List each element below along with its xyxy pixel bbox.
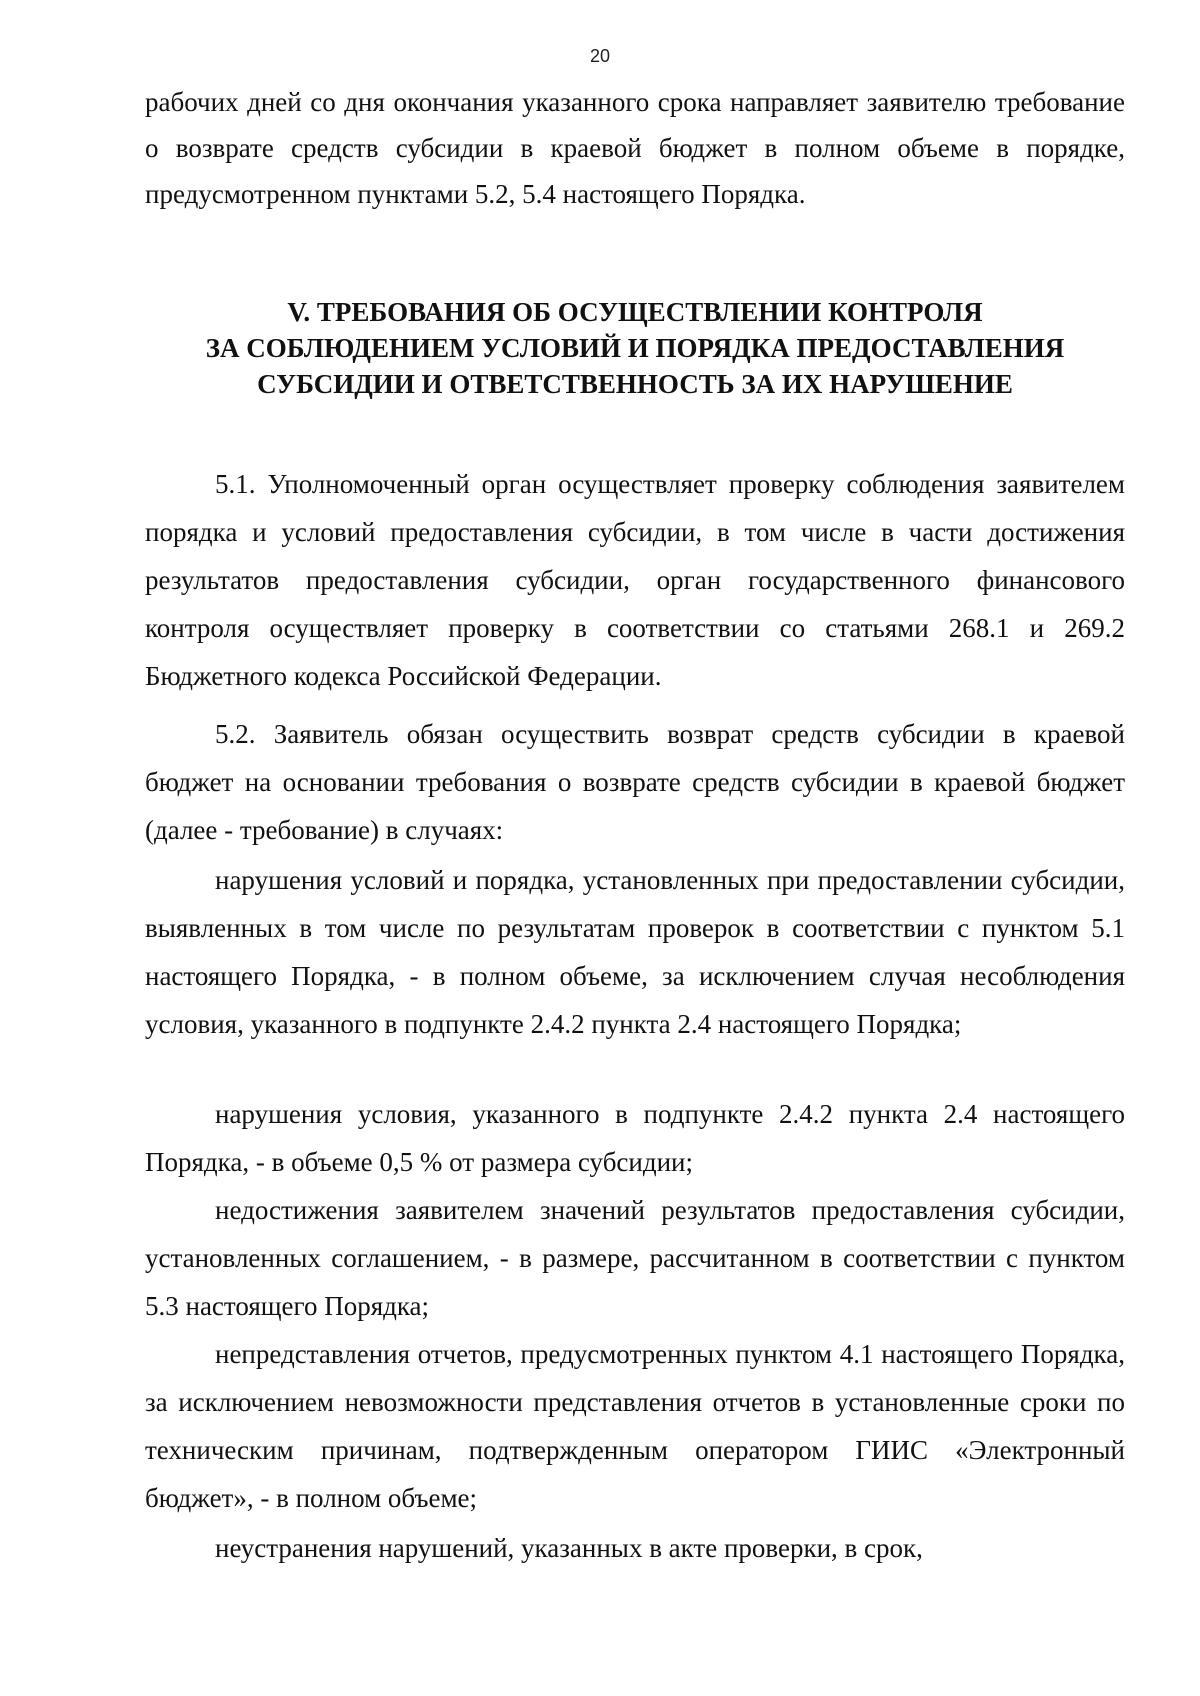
paragraph-5-1-block [145,460,1125,700]
list-item: недостижения заявителем значений результатов предоставления субсидии, установленных соглашением, - в размере, рассчитанном в соответствии с пунктом 5.3 настоящего Порядка; [145,1195,1125,1321]
case-5-block [145,1524,1125,1572]
paragraph-5-2-block [145,710,1125,854]
list-item: непредставления отчетов, предусмотренных пунктом 4.1 настоящего Порядка, за исключением невозможности представления отчетов в установленные сроки по техническим причинам, подтвержденным оператором ГИИС «Электронный бюджет», - в полном объеме; [145,1339,1125,1513]
paragraph-5-2: 5.2. Заявитель обязан осуществить возврат средств субсидии в краевой бюджет на основании требования о возврате средств субсидии в краевой бюджет (далее - требование) в случаях: [145,719,1125,845]
case-1-block [145,856,1125,1048]
case-2-block [145,1090,1125,1186]
list-item: нарушения условия, указанного в подпункте 2.4.2 пункта 2.4 настоящего Порядка, - в объеме 0,5 % от размера субсидии; [145,1099,1125,1177]
section-title [145,294,1125,402]
case-3-block [145,1186,1125,1330]
list-item: нарушения условий и порядка, установленных при предоставлении субсидии, выявленных в том числе по результатам проверок в соответствии с пунктом 5.1 настоящего Порядка, - в полном объеме, за исключением случая несоблюдения условия, указанного в подпункте 2.4.2 пункта 2.4 настоящего Порядка; [145,865,1125,1039]
section-title-line-1: V. ТРЕБОВАНИЯ ОБ ОСУЩЕСТВЛЕНИИ КОНТРОЛЯ [287,297,983,327]
section-title-line-3: СУБСИДИИ И ОТВЕТСТВЕННОСТЬ ЗА ИХ НАРУШЕНИЕ [257,369,1013,399]
case-4-block [145,1330,1125,1522]
list-item: неустранения нарушений, указанных в акте проверки, в срок, [215,1533,923,1563]
section-title-line-2: ЗА СОБЛЮДЕНИЕМ УСЛОВИЙ И ПОРЯДКА ПРЕДОСТАВЛЕНИЯ [205,333,1065,363]
lead-paragraph: рабочих дней со дня окончания указанного срока направляет заявителю требование о возврате средств субсидии в краевой бюджет в полном объеме в порядке, предусмотренном пунктами 5.2, 5.4 настоящего Порядка. [145,87,1125,209]
paragraph-5-1: 5.1. Уполномоченный орган осуществляет проверку соблюдения заявителем порядка и условий предоставления субсидии, в том числе в части достижения результатов предоставления субсидии, орган государственного финансового контроля осуществляет проверку в соответствии со статьями 268.1 и 269.2 Бюджетного кодекса Российской Федерации. [145,469,1125,691]
page-number: 20 [589,46,611,66]
